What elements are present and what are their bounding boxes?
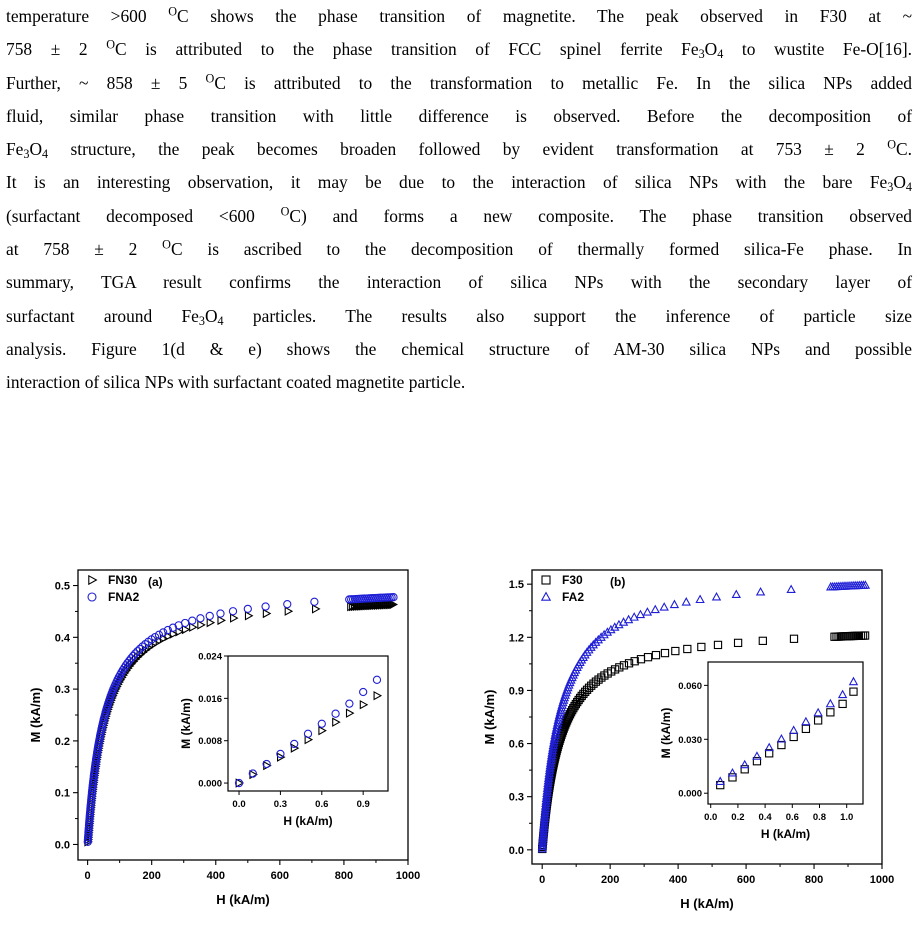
data-point	[244, 605, 251, 612]
text-run: C is ascribed to the decomposition of thermally formed silica-Fe phase. In	[170, 239, 912, 260]
data-point	[787, 586, 795, 593]
text-run: Further, ~ 858 ± 5	[6, 72, 206, 93]
data-point	[218, 617, 225, 625]
data-point	[89, 576, 97, 584]
x-tick-label: 800	[334, 870, 354, 882]
text-run: O	[205, 70, 215, 85]
inset-x-axis-label: H (kA/m)	[283, 814, 333, 828]
inset-x-tick-label: 0.0	[232, 799, 246, 810]
text-run: C is attributed to the transformation to metallic Fe. In the silica NPs added	[214, 72, 912, 93]
data-point	[206, 612, 213, 619]
legend-label: F30	[562, 573, 583, 587]
x-tick-label: 800	[804, 874, 824, 886]
text-run: temperature >600	[6, 6, 169, 26]
inset-x-tick-label: 0.4	[758, 812, 772, 823]
figure-panel-a	[0, 548, 450, 943]
data-point	[189, 617, 196, 624]
inset-x-tick-label: 0.8	[812, 812, 827, 823]
y-tick-label: 0.1	[54, 787, 70, 800]
legend-label: FA2	[562, 590, 585, 604]
paragraph-line	[6, 0, 912, 33]
text-run: C) and forms a new composite. The phase transition observed	[289, 205, 912, 226]
magnetization-chart-b	[460, 548, 910, 938]
text-run: structure, the peak becomes broaden followed by evident transformation at 753 ± 2	[48, 139, 888, 160]
x-tick-label: 400	[206, 870, 225, 882]
inset-x-axis-label: H (kA/m)	[760, 827, 811, 841]
text-run: 3	[887, 180, 894, 195]
paragraph-line	[6, 233, 912, 266]
paragraph-line	[6, 266, 912, 299]
paragraph-line	[6, 366, 912, 399]
panel-label: (a)	[148, 575, 163, 589]
data-point	[733, 591, 741, 598]
paragraph-line	[6, 133, 912, 166]
text-run: at 758 ± 2	[6, 239, 163, 260]
x-axis-label: H (kA/m)	[680, 896, 734, 911]
data-point	[696, 596, 704, 603]
text-run: O	[168, 4, 177, 19]
data-point	[698, 643, 705, 650]
paragraph-line	[6, 166, 912, 199]
text-run: C shows the phase transition of magnetite. The peak observed in F30 at ~	[176, 6, 912, 26]
paragraph-line	[6, 67, 912, 100]
paragraph-line	[6, 333, 912, 366]
x-tick-label: 600	[736, 874, 756, 886]
text-run: O	[29, 139, 43, 160]
paragraph-line	[6, 200, 912, 233]
inset-frame	[228, 656, 388, 791]
x-tick-label: 200	[142, 870, 161, 882]
data-point	[285, 607, 292, 615]
x-tick-label: 600	[270, 870, 290, 882]
y-tick-label: 0.0	[508, 844, 524, 857]
data-point	[684, 645, 691, 652]
data-point	[651, 606, 659, 613]
text-run: particles. The results also support the inference of particle size	[223, 305, 912, 326]
data-point	[734, 639, 741, 646]
text-run: summary, TGA result confirms the interaction of silica NPs with the secondary layer of	[6, 272, 912, 293]
y-tick-label: 0.5	[54, 580, 70, 593]
text-run: 3	[198, 313, 205, 328]
data-point	[713, 593, 721, 600]
data-point	[661, 649, 668, 656]
text-run: O	[887, 137, 897, 152]
text-run: analysis. Figure 1(d & e) shows the chemical structure of AM-30 silica NPs and possible	[6, 338, 912, 359]
data-point	[229, 608, 236, 615]
inset-x-tick-label: 0.6	[315, 799, 329, 810]
data-point	[263, 610, 270, 618]
text-run: 758 ± 2	[6, 39, 107, 60]
text-run: O	[162, 237, 171, 252]
data-point	[682, 598, 690, 605]
text-run: 4	[217, 313, 224, 328]
data-point	[644, 608, 652, 615]
y-tick-label: 0.2	[54, 735, 70, 748]
data-point	[313, 605, 320, 613]
y-tick-label: 0.3	[54, 684, 70, 697]
inset-y-tick-label: 0.000	[678, 788, 702, 800]
text-run: O	[204, 305, 218, 326]
paragraph-line	[6, 100, 912, 133]
x-tick-label: 1000	[869, 874, 895, 886]
text-run: 4	[717, 47, 724, 62]
inset-y-tick-label: 0.016	[198, 693, 222, 705]
data-point	[620, 662, 627, 669]
inset-y-axis-label: M (kA/m)	[659, 707, 673, 759]
data-point	[542, 593, 550, 601]
text-run: O	[280, 204, 290, 219]
data-point	[644, 654, 651, 661]
inset-x-tick-label: 0.3	[273, 799, 288, 810]
data-point	[652, 652, 659, 659]
x-tick-label: 0	[84, 870, 91, 882]
inset-frame	[708, 662, 863, 804]
inset-y-tick-label: 0.030	[678, 734, 702, 746]
inset-y-tick-label: 0.008	[198, 736, 222, 748]
inset-y-axis-label: M (kA/m)	[179, 698, 193, 749]
y-tick-label: 0.0	[54, 839, 70, 852]
data-point	[207, 619, 214, 627]
text-run: Fe	[6, 139, 24, 160]
text-run: 3	[23, 147, 30, 162]
data-point	[311, 598, 318, 605]
y-axis-label: M (kA/m)	[28, 687, 43, 743]
y-tick-label: 0.3	[508, 791, 524, 804]
inset-x-tick-label: 0.2	[731, 812, 745, 823]
text-run: 4	[905, 180, 912, 195]
data-point	[790, 635, 797, 642]
data-point	[759, 637, 766, 644]
data-point	[714, 641, 721, 648]
y-axis-label: M (kA/m)	[482, 689, 497, 745]
data-point	[245, 612, 252, 620]
data-point	[637, 611, 645, 618]
inset-y-tick-label: 0.060	[678, 680, 702, 692]
legend-label: FN30	[108, 573, 138, 587]
data-point	[616, 664, 623, 671]
x-axis-label: H (kA/m)	[216, 892, 270, 907]
body-paragraph	[6, 0, 912, 400]
inset-x-tick-label: 1.0	[840, 812, 854, 823]
data-point	[88, 593, 96, 601]
figure-panel-b	[460, 548, 910, 943]
inset-x-tick-label: 0.0	[704, 812, 718, 823]
text-run: (surfactant decomposed <600	[6, 205, 281, 226]
y-tick-label: 0.9	[508, 685, 524, 698]
text-run: 3	[698, 47, 705, 62]
text-run: to wustite Fe-O[16].	[723, 39, 912, 60]
inset-x-tick-label: 0.9	[356, 799, 370, 810]
paragraph-line	[6, 33, 912, 66]
data-point	[672, 647, 679, 654]
data-point	[542, 576, 550, 584]
y-tick-label: 0.6	[508, 738, 524, 751]
x-tick-label: 400	[668, 874, 688, 886]
text-run: fluid, similar phase transition with little difference is observed. Before the decomposition of	[6, 105, 912, 126]
text-run: It is an interesting observation, it may be due to the interaction of silica NPs with the bare Fe	[6, 172, 888, 193]
y-tick-label: 1.2	[508, 632, 524, 645]
legend-label: FNA2	[108, 590, 140, 604]
text-run: C.	[896, 139, 912, 160]
inset-y-tick-label: 0.024	[198, 651, 222, 663]
text-run: surfactant around Fe	[6, 305, 199, 326]
data-point	[671, 601, 679, 608]
magnetization-chart-a	[0, 548, 450, 938]
text-run: 4	[42, 147, 49, 162]
text-run: O	[704, 39, 718, 60]
y-tick-label: 0.4	[54, 632, 70, 645]
text-run: O	[106, 37, 115, 52]
x-tick-label: 200	[600, 874, 620, 886]
data-point	[284, 601, 291, 608]
text-run: O	[893, 172, 906, 193]
paragraph-line	[6, 300, 912, 333]
x-tick-label: 1000	[395, 870, 421, 882]
inset-x-tick-label: 0.6	[785, 812, 799, 823]
inset-y-tick-label: 0.000	[198, 778, 222, 790]
data-point	[217, 610, 224, 617]
data-point	[262, 603, 269, 610]
data-point	[660, 603, 668, 610]
data-point	[181, 619, 188, 626]
panel-label: (b)	[610, 575, 626, 589]
data-point	[197, 615, 204, 622]
text-run: interaction of silica NPs with surfactant coated magnetite particle.	[6, 372, 466, 393]
x-tick-label: 0	[539, 874, 546, 886]
text-run: C is attributed to the phase transition of FCC spinel ferrite Fe	[115, 39, 699, 60]
data-point	[231, 614, 238, 622]
y-tick-label: 1.5	[508, 579, 524, 592]
data-point	[757, 588, 765, 595]
